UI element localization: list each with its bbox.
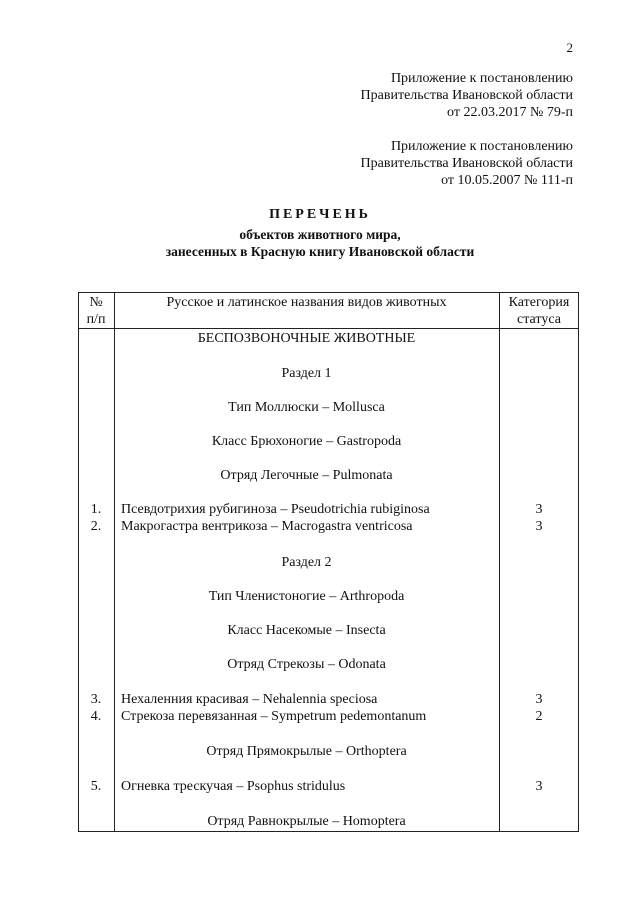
table-bottom-border — [78, 831, 579, 832]
heading-order-homoptera: Отряд Равнокрылые – Homoptera — [207, 814, 406, 829]
row-4-name-ru: Стрекоза перевязанная – — [121, 709, 272, 724]
row-3-num: 3. — [90, 692, 102, 707]
table-left-border — [78, 292, 79, 832]
row-3-name-ru: Нехаленния красивая – — [121, 692, 263, 707]
row-4-num: 4. — [90, 709, 102, 724]
appendix-1-line1: Приложение к постановлению — [390, 71, 573, 86]
table-top-border — [78, 292, 579, 293]
row-1-category: 3 — [535, 502, 543, 517]
header-cat-line1: Категория — [508, 295, 570, 310]
table-right-border — [578, 292, 579, 832]
row-3-category: 3 — [535, 692, 543, 707]
heading-class-gastropoda: Класс Брюхоногие – Gastropoda — [211, 434, 402, 449]
row-2-num: 2. — [90, 519, 102, 534]
row-4-name-lat: Sympetrum pedemontanum — [271, 709, 427, 724]
row-1-name — [121, 502, 430, 518]
heading-section-2: Раздел 2 — [281, 555, 332, 570]
row-1-num: 1. — [90, 502, 102, 517]
header-cat-line2: статуса — [517, 312, 561, 327]
row-5-category: 3 — [535, 779, 543, 794]
row-5-name — [121, 779, 345, 795]
row-4-category: 2 — [535, 709, 543, 724]
header-name: Русское и латинское названия видов животных — [166, 295, 447, 310]
header-num — [78, 294, 114, 328]
heading-section-1: Раздел 1 — [281, 366, 332, 381]
row-5-name-ru: Огневка трескучая – — [121, 779, 247, 794]
appendix-2-line3: от 10.05.2007 № 111-п — [441, 173, 573, 188]
heading-invertebrates: БЕСПОЗВОНОЧНЫЕ ЖИВОТНЫЕ — [197, 331, 416, 346]
header-num-line2: п/п — [86, 312, 106, 327]
row-5-num: 5. — [90, 779, 102, 794]
row-3-name — [121, 692, 377, 708]
row-3-name-lat: Nehalennia speciosa — [262, 692, 378, 707]
appendix-1-line2: Правительства Ивановской области — [360, 88, 573, 103]
heading-order-orthoptera: Отряд Прямокрылые – Orthoptera — [206, 744, 407, 759]
appendix-1-line3: от 22.03.2017 № 79-п — [447, 105, 573, 120]
row-1-name-ru: Псевдотрихия рубигиноза – — [121, 502, 291, 517]
heading-order-odonata: Отряд Стрекозы – Odonata — [227, 657, 386, 672]
row-1-name-lat: Pseudotrichia rubiginosa — [290, 502, 430, 517]
document-subtitle-line2: занесенных в Красную книгу Ивановской области — [165, 244, 475, 259]
page-number: 2 — [566, 40, 573, 55]
table-col-divider-2 — [499, 292, 500, 832]
row-2-name-lat: Macrogastra ventricosa — [281, 519, 413, 534]
document-title: ПЕРЕЧЕНЬ — [269, 207, 371, 222]
appendix-2-line2: Правительства Ивановской области — [360, 156, 573, 171]
heading-order-pulmonata: Отряд Легочные – Pulmonata — [220, 468, 393, 483]
table-header-divider — [78, 328, 579, 329]
appendix-2-line1: Приложение к постановлению — [390, 139, 573, 154]
row-2-category: 3 — [535, 519, 543, 534]
appendix-block-2 — [300, 138, 573, 189]
appendix-block-1 — [300, 70, 573, 121]
header-category — [499, 294, 579, 328]
heading-type-arthropoda: Тип Членистоногие – Arthropoda — [208, 589, 405, 604]
row-2-name-ru: Макрогастра вентрикоза – — [121, 519, 282, 534]
row-2-name — [121, 519, 413, 535]
row-5-name-lat: Psophus stridulus — [246, 779, 346, 794]
heading-type-mollusca: Тип Моллюски – Mollusca — [228, 400, 385, 415]
header-num-line1: № — [89, 295, 103, 310]
heading-class-insecta: Класс Насекомые – Insecta — [227, 623, 386, 638]
document-subtitle-line1: объектов животного мира, — [239, 227, 401, 242]
row-4-name — [121, 709, 426, 725]
